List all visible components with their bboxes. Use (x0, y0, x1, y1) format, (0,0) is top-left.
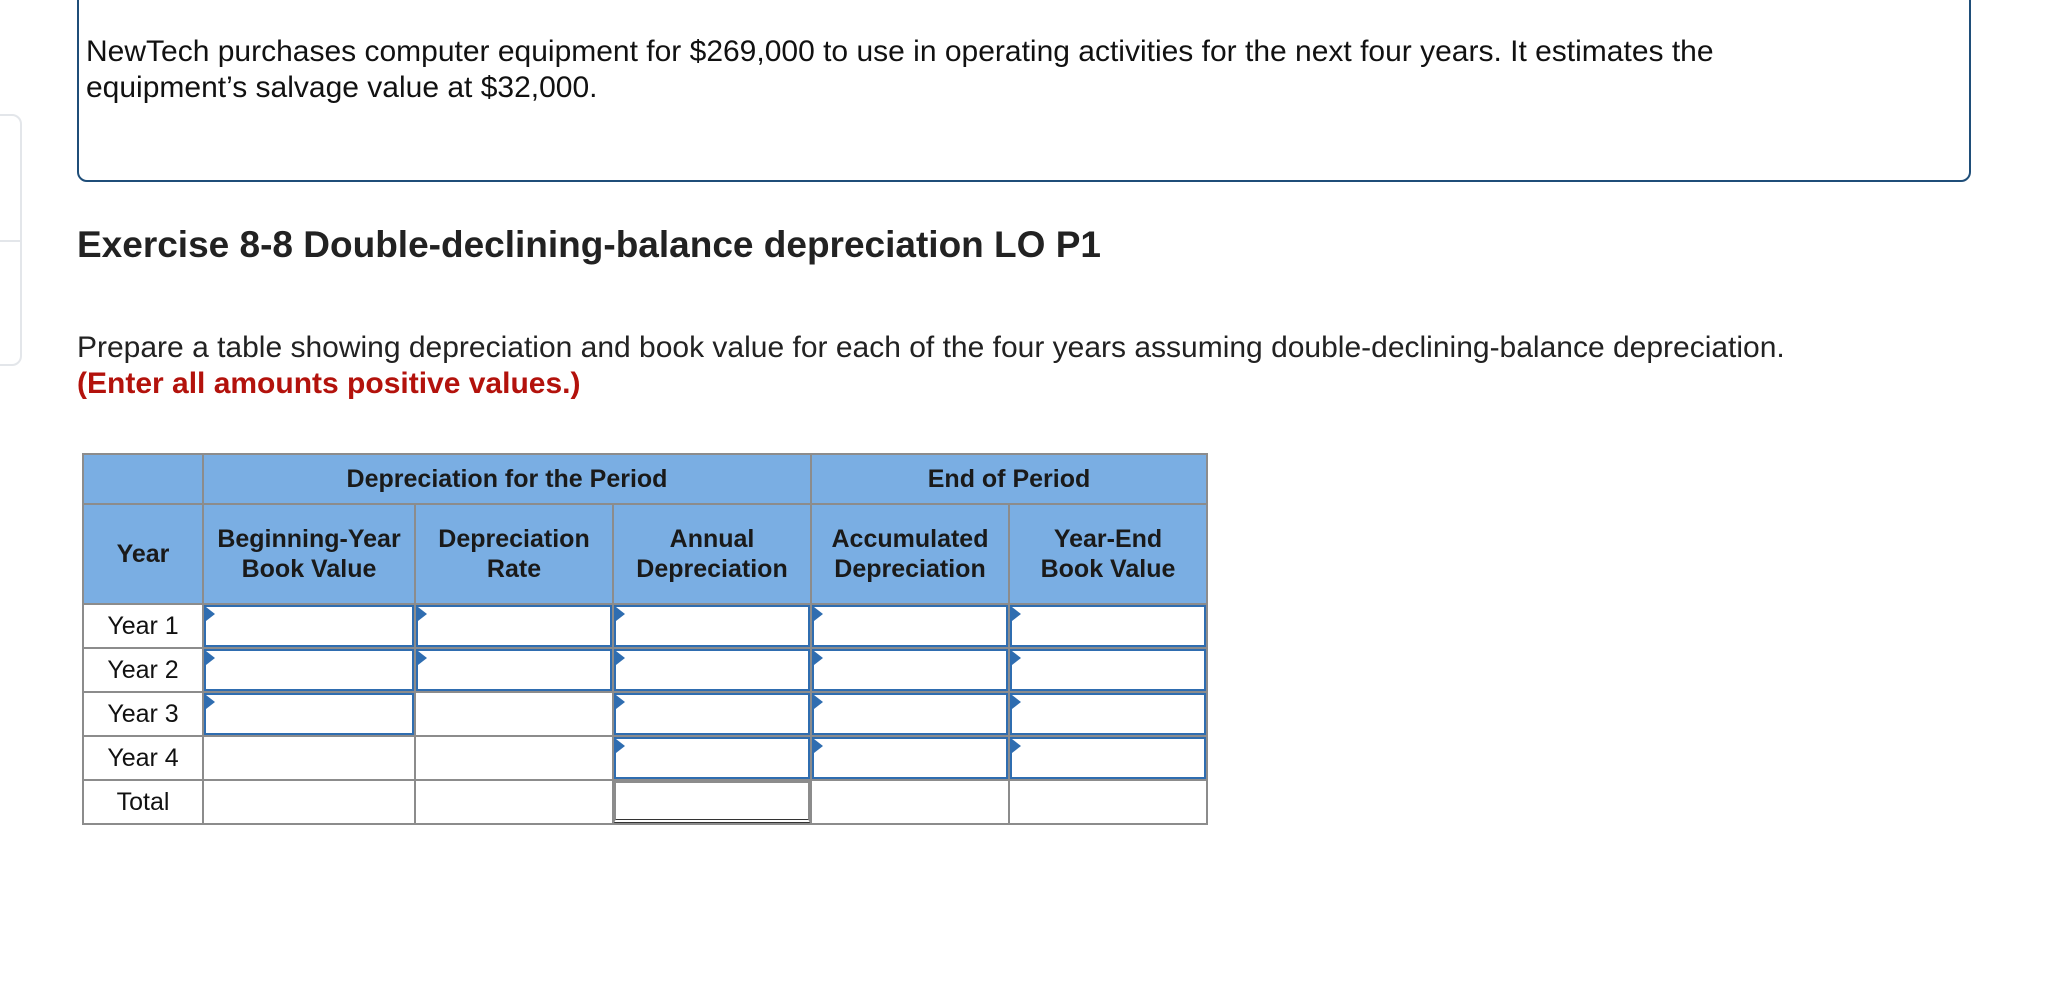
cell-year4-beginning-book-value-empty (203, 736, 415, 780)
input-year3-accumulated-depreciation[interactable] (812, 693, 1008, 735)
input-year1-depreciation-rate[interactable] (416, 605, 612, 647)
group-header-row (83, 454, 1207, 504)
cell-year3-beginning-book-value (203, 692, 415, 736)
group-header-blank (83, 454, 203, 504)
row-label-year-4: Year 4 (83, 736, 203, 780)
input-year4-year-end-book-value[interactable] (1010, 737, 1206, 779)
cell-year4-annual-depreciation (613, 736, 811, 780)
input-year4-accumulated-depreciation[interactable] (812, 737, 1008, 779)
row-label-year-3: Year 3 (83, 692, 203, 736)
row-label-year-2: Year 2 (83, 648, 203, 692)
input-year3-annual-depreciation[interactable] (614, 693, 810, 735)
cell-year1-year-end-book-value (1009, 604, 1207, 648)
cell-year1-beginning-book-value (203, 604, 415, 648)
table-row-total (83, 780, 1207, 824)
cell-year4-accumulated-depreciation (811, 736, 1009, 780)
input-year1-accumulated-depreciation[interactable] (812, 605, 1008, 647)
input-year2-accumulated-depreciation[interactable] (812, 649, 1008, 691)
table-row-year-2 (83, 648, 1207, 692)
column-header-year-end-book-value-line2: Book Value (1040, 555, 1176, 583)
cell-total-beginning-book-value-empty (203, 780, 415, 824)
group-header-end-of-period: End of Period (811, 454, 1207, 504)
input-year2-year-end-book-value[interactable] (1010, 649, 1206, 691)
depreciation-table (82, 453, 1208, 825)
cell-year3-year-end-book-value (1009, 692, 1207, 736)
cell-total-annual-depreciation (613, 780, 811, 824)
column-header-annual-depreciation-line1: Annual (669, 525, 755, 553)
cell-total-accumulated-depreciation-empty (811, 780, 1009, 824)
cell-year2-accumulated-depreciation (811, 648, 1009, 692)
cell-year2-year-end-book-value (1009, 648, 1207, 692)
input-year2-depreciation-rate[interactable] (416, 649, 612, 691)
cell-year3-accumulated-depreciation (811, 692, 1009, 736)
column-header-accumulated-depreciation (811, 504, 1009, 604)
column-header-beginning-book-value (203, 504, 415, 604)
column-header-year-end-book-value-line1: Year-End (1053, 525, 1163, 553)
instructions (77, 330, 1997, 402)
cell-year1-annual-depreciation (613, 604, 811, 648)
exercise-title: Exercise 8-8 Double-declining-balance depreciation LO P1 (77, 224, 1101, 265)
cell-year4-year-end-book-value (1009, 736, 1207, 780)
column-header-beginning-book-value-line2: Book Value (241, 555, 377, 583)
column-header-depreciation-rate-line2: Rate (486, 555, 542, 583)
column-header-year-end-book-value (1009, 504, 1207, 604)
column-header-row (83, 504, 1207, 604)
table-row-year-3 (83, 692, 1207, 736)
cell-year4-depreciation-rate-empty (415, 736, 613, 780)
column-header-depreciation-rate (415, 504, 613, 604)
table-row-year-4 (83, 736, 1207, 780)
cell-year3-depreciation-rate-empty (415, 692, 613, 736)
input-year2-annual-depreciation[interactable] (614, 649, 810, 691)
side-panel-divider (0, 240, 20, 242)
input-year3-beginning-book-value[interactable] (204, 693, 414, 735)
column-header-beginning-book-value-line1: Beginning-Year (217, 525, 401, 553)
table-row-year-1 (83, 604, 1207, 648)
cell-year3-annual-depreciation (613, 692, 811, 736)
input-year2-beginning-book-value[interactable] (204, 649, 414, 691)
instructions-note: (Enter all amounts positive values.) (77, 367, 581, 400)
cell-year1-accumulated-depreciation (811, 604, 1009, 648)
row-label-total: Total (83, 780, 203, 824)
cell-total-depreciation-rate-empty (415, 780, 613, 824)
cell-year2-annual-depreciation (613, 648, 811, 692)
input-year3-year-end-book-value[interactable] (1010, 693, 1206, 735)
column-header-depreciation-rate-line1: Depreciation (438, 525, 590, 553)
cell-year2-beginning-book-value (203, 648, 415, 692)
input-total-annual-depreciation[interactable] (614, 781, 810, 823)
cell-year2-depreciation-rate (415, 648, 613, 692)
input-year1-year-end-book-value[interactable] (1010, 605, 1206, 647)
cell-year1-depreciation-rate (415, 604, 613, 648)
input-year4-annual-depreciation[interactable] (614, 737, 810, 779)
group-header-depreciation-for-period: Depreciation for the Period (203, 454, 811, 504)
column-header-accumulated-depreciation-line2: Depreciation (834, 555, 986, 583)
input-year1-beginning-book-value[interactable] (204, 605, 414, 647)
column-header-year: Year (83, 504, 203, 604)
side-panel-tab[interactable] (0, 114, 22, 366)
column-header-annual-depreciation-line2: Depreciation (636, 555, 788, 583)
input-year1-annual-depreciation[interactable] (614, 605, 810, 647)
instructions-text: Prepare a table showing depreciation and book value for each of the four years assuming double-declining-balance depreciation. (77, 331, 1785, 364)
cell-total-year-end-book-value-empty (1009, 780, 1207, 824)
column-header-accumulated-depreciation-line1: Accumulated (831, 525, 989, 553)
problem-intro-text: NewTech purchases computer equipment for $269,000 to use in operating activities for the next four years. It estimates the equipment’s salvage value at $32,000. (86, 35, 1714, 104)
column-header-annual-depreciation (613, 504, 811, 604)
row-label-year-1: Year 1 (83, 604, 203, 648)
